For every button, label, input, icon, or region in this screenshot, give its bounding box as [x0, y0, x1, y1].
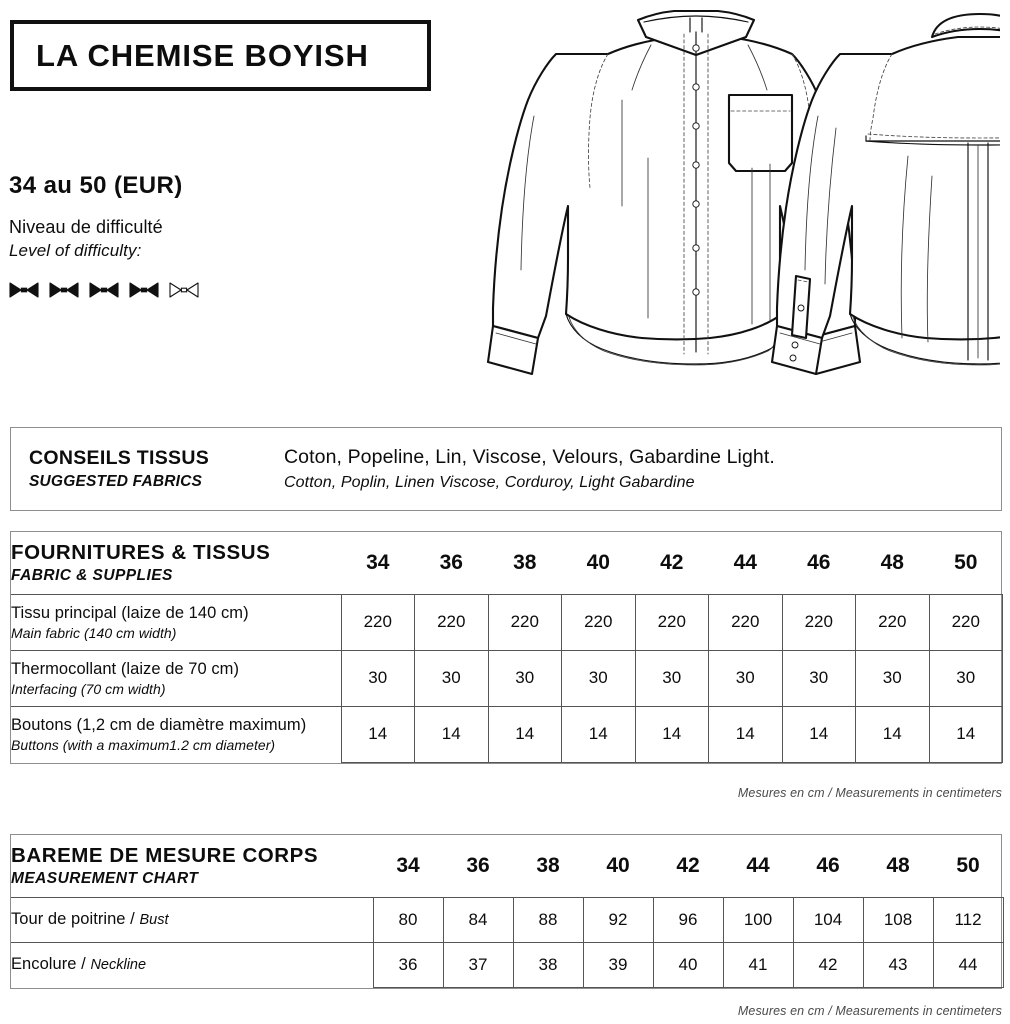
measurement-chart-table: [10, 834, 1002, 989]
table-heading-en: FABRIC & SUPPLIES: [11, 566, 173, 584]
table-cell: 14: [709, 706, 783, 762]
supplies-grid: [11, 532, 1003, 763]
row-label-fr: Tissu principal (laize de 140 cm): [11, 603, 249, 622]
table-cell: 14: [488, 706, 562, 762]
table-cell: 220: [709, 594, 783, 650]
table-cell: 30: [709, 650, 783, 706]
row-label-fr: Encolure /: [11, 955, 91, 974]
fabrics-heading-en: SUGGESTED FABRICS: [29, 473, 203, 490]
size-column-header: 36: [466, 853, 490, 877]
table-cell: 30: [415, 650, 489, 706]
table-header-row: [11, 835, 1003, 897]
title-box: [10, 20, 431, 91]
size-column-header: 50: [954, 550, 978, 574]
size-column-header: 34: [366, 550, 390, 574]
difficulty-label-fr: Niveau de difficulté: [9, 217, 163, 237]
table-cell: 104: [793, 897, 863, 942]
table-cell: 30: [782, 650, 856, 706]
row-label-en: Buttons (with a maximum1.2 cm diameter): [11, 736, 276, 753]
table-row: [11, 650, 1003, 706]
table-cell: 38: [513, 942, 583, 987]
table-cell: 30: [929, 650, 1003, 706]
supplies-units-note: Mesures en cm / Measurements in centimeters: [737, 786, 1002, 800]
size-column-header: 38: [536, 853, 560, 877]
table-cell: 30: [562, 650, 636, 706]
table-row: [11, 897, 1003, 942]
difficulty-rating: [9, 280, 199, 300]
measurement-units-note: Mesures en cm / Measurements in centimeters: [737, 1004, 1002, 1018]
size-column-header: 42: [676, 853, 700, 877]
row-label-en: Neckline: [90, 957, 147, 974]
fabric-supplies-table: [10, 531, 1002, 764]
table-row: [11, 594, 1003, 650]
fabrics-heading-fr: CONSEILS TISSUS: [29, 447, 210, 469]
page-title: LA CHEMISE BOYISH: [36, 37, 369, 73]
size-column-header: 44: [733, 550, 757, 574]
table-cell: 108: [863, 897, 933, 942]
table-cell: 14: [635, 706, 709, 762]
table-cell: 14: [856, 706, 930, 762]
table-heading-en: MEASUREMENT CHART: [11, 869, 199, 887]
row-label-en: Bust: [139, 912, 169, 928]
size-column-header: 38: [513, 550, 537, 574]
size-range-label: 34 au 50 (EUR): [9, 172, 183, 199]
size-column-header: 44: [746, 853, 770, 877]
table-cell: 220: [635, 594, 709, 650]
bowtie-icon: [49, 280, 79, 300]
row-label: [11, 897, 373, 942]
table-cell: 39: [583, 942, 653, 987]
size-column-header: 50: [956, 853, 980, 877]
table-cell: 92: [583, 897, 653, 942]
table-heading: [11, 532, 341, 594]
table-cell: 220: [562, 594, 636, 650]
table-cell: 36: [373, 942, 443, 987]
table-cell: 220: [856, 594, 930, 650]
table-header-row: [11, 532, 1003, 594]
row-label: [11, 706, 341, 762]
table-cell: 220: [341, 594, 415, 650]
size-column-header: 40: [606, 853, 630, 877]
row-label-fr: Boutons (1,2 cm de diamètre maximum): [11, 715, 307, 734]
table-cell: 30: [635, 650, 709, 706]
row-label-fr: Thermocollant (laize de 70 cm): [11, 659, 240, 678]
table-cell: 220: [929, 594, 1003, 650]
table-row: [11, 706, 1003, 762]
table-cell: 41: [723, 942, 793, 987]
size-column-header: 40: [586, 550, 610, 574]
bowtie-icon: [89, 280, 119, 300]
fabrics-list-en: Cotton, Poplin, Linen Viscose, Corduroy, Light Gabardine: [284, 474, 695, 491]
row-label-fr: Tour de poitrine /: [11, 910, 140, 928]
table-cell: 30: [341, 650, 415, 706]
size-column-header: 46: [816, 853, 840, 877]
row-label: [11, 594, 341, 650]
table-heading-fr: BAREME DE MESURE CORPS: [11, 843, 319, 867]
table-row: [11, 942, 1003, 987]
size-column-header: 48: [880, 550, 904, 574]
table-cell: 14: [562, 706, 636, 762]
table-cell: 14: [929, 706, 1003, 762]
row-label: [11, 942, 373, 987]
suggested-fabrics-content: [284, 446, 775, 492]
table-cell: 44: [933, 942, 1003, 987]
table-cell: 100: [723, 897, 793, 942]
table-cell: 30: [856, 650, 930, 706]
table-cell: 40: [653, 942, 723, 987]
table-cell: 43: [863, 942, 933, 987]
table-cell: 220: [415, 594, 489, 650]
row-label-en: Interfacing (70 cm width): [11, 680, 166, 697]
suggested-fabrics-heading: [29, 447, 284, 491]
table-heading: [11, 835, 373, 897]
table-cell: 14: [341, 706, 415, 762]
table-cell: 88: [513, 897, 583, 942]
table-cell: 42: [793, 942, 863, 987]
size-column-header: 42: [660, 550, 684, 574]
table-cell: 37: [443, 942, 513, 987]
size-column-header: 48: [886, 853, 910, 877]
difficulty-label-en: Level of difficulty:: [9, 241, 142, 260]
table-cell: 80: [373, 897, 443, 942]
bowtie-icon: [129, 280, 159, 300]
technical-drawings: [452, 8, 1000, 383]
measurement-grid: [11, 835, 1004, 988]
bowtie-icon: [9, 280, 39, 300]
table-cell: 30: [488, 650, 562, 706]
table-cell: 220: [488, 594, 562, 650]
size-column-header: 36: [439, 550, 463, 574]
row-label: [11, 650, 341, 706]
suggested-fabrics-table: [10, 427, 1002, 511]
table-cell: 112: [933, 897, 1003, 942]
size-column-header: 46: [807, 550, 831, 574]
row-label-en: Main fabric (140 cm width): [11, 624, 177, 641]
table-cell: 220: [782, 594, 856, 650]
fabrics-list-fr: Coton, Popeline, Lin, Viscose, Velours, Gabardine Light.: [284, 446, 775, 468]
table-cell: 14: [415, 706, 489, 762]
table-cell: 14: [782, 706, 856, 762]
size-column-header: 34: [396, 853, 420, 877]
table-heading-fr: FOURNITURES & TISSUS: [11, 540, 271, 564]
shirt-back-technical-drawing: [772, 14, 1000, 374]
bowtie-icon: [169, 280, 199, 300]
table-cell: 84: [443, 897, 513, 942]
table-cell: 96: [653, 897, 723, 942]
